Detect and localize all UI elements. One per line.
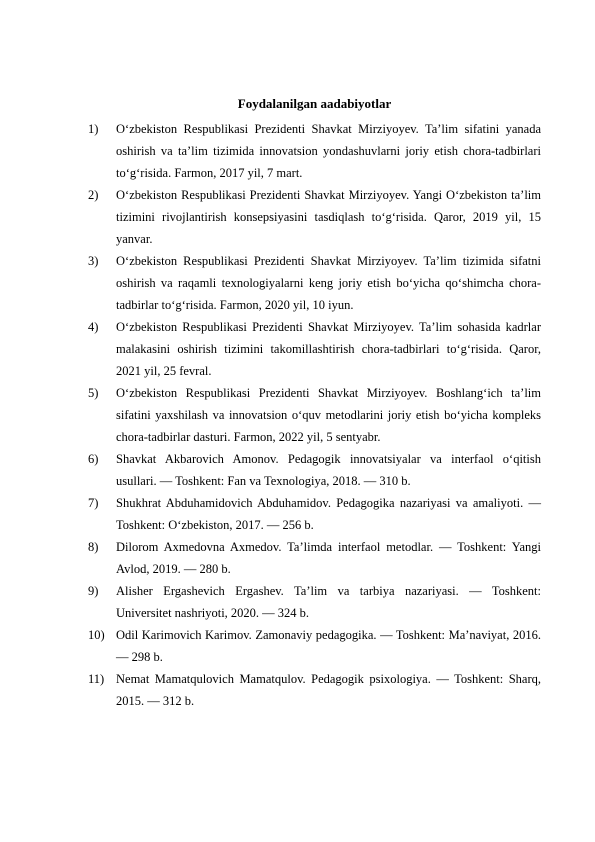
reference-number: 5)	[88, 386, 99, 400]
reference-number: 10)	[88, 628, 105, 642]
reference-item	[88, 536, 541, 580]
reference-number: 3)	[88, 254, 99, 268]
reference-number: 8)	[88, 540, 99, 554]
reference-text: Nemat Mamatqulovich Mamatqulov. Pedagogik psixologiya. — Toshkent: Sharq, 2015. — 312 b.	[116, 672, 541, 708]
reference-number: 9)	[88, 584, 99, 598]
reference-text: Odil Karimovich Karimov. Zamonaviy pedagogika. — Toshkent: Ma’naviyat, 2016. — 298 b.	[116, 628, 541, 664]
reference-item	[88, 668, 541, 712]
reference-item	[88, 184, 541, 250]
reference-item	[88, 250, 541, 316]
reference-number: 6)	[88, 452, 99, 466]
reference-item	[88, 448, 541, 492]
reference-number: 1)	[88, 122, 99, 136]
reference-text: Shavkat Akbarovich Amonov. Pedagogik innovatsiyalar va interfaol o‘qitish usullari. — Toshkent: Fan va Texnologiya, 2018. — 310 b.	[116, 452, 541, 488]
reference-text: Shukhrat Abduhamidovich Abduhamidov. Pedagogika nazariyasi va amaliyoti. — Toshkent: O‘zbekiston, 2017. — 256 b.	[116, 496, 541, 532]
reference-item	[88, 118, 541, 184]
reference-number: 11)	[88, 672, 105, 686]
reference-item	[88, 382, 541, 448]
reference-list	[88, 118, 541, 712]
reference-item	[88, 316, 541, 382]
reference-text: Alisher Ergashevich Ergashev. Ta’lim va tarbiya nazariyasi. — Toshkent: Universitet nashriyoti, 2020. — 324 b.	[116, 584, 541, 620]
reference-text: O‘zbekiston Respublikasi Prezidenti Shavkat Mirziyoyev. Yangi O‘zbekiston ta’lim tizimini rivojlantirish konsepsiyasini tasdiqlash to‘g‘risida. Qaror, 2019 yil, 15 yanvar.	[116, 188, 541, 246]
reference-item	[88, 492, 541, 536]
reference-text: O‘zbekiston Respublikasi Prezidenti Shavkat Mirziyoyev. Ta’lim tizimida sifatni oshirish va raqamli texnologiyalarni keng joriy etish bo‘yicha qo‘shimcha chora-tadbirlar to‘g‘risida. Farmon, 2020 yil, 10 iyun.	[116, 254, 541, 312]
reference-text: Dilorom Axmedovna Axmedov. Ta’limda interfaol metodlar. — Toshkent: Yangi Avlod, 2019. — 280 b.	[116, 540, 541, 576]
reference-text: O‘zbekiston Respublikasi Prezidenti Shavkat Mirziyoyev. Ta’lim sifatini yanada oshirish va ta’lim tizimida innovatsion yondashuvlarni joriy etish chora-tadbirlari to‘g‘risida. Farmon, 2017 yil, 7 mart.	[116, 122, 541, 180]
reference-text: O‘zbekiston Respublikasi Prezidenti Shavkat Mirziyoyev. Ta’lim sohasida kadrlar malakasini oshirish tizimini takomillashtirish chora-tadbirlari to‘g‘risida. Qaror, 2021 yil, 25 fevral.	[116, 320, 541, 378]
reference-number: 4)	[88, 320, 99, 334]
page-title: Foydalanilgan aadabiyotlar	[237, 96, 392, 111]
reference-number: 2)	[88, 188, 99, 202]
reference-item	[88, 624, 541, 668]
reference-text: O‘zbekiston Respublikasi Prezidenti Shavkat Mirziyoyev. Boshlang‘ich ta’lim sifatini yaxshilash va innovatsion o‘quv metodlarini joriy etish bo‘yicha kompleks chora-tadbirlar dasturi. Farmon, 2022 yil, 5 sentyabr.	[116, 386, 541, 444]
reference-number: 7)	[88, 496, 99, 510]
reference-item	[88, 580, 541, 624]
